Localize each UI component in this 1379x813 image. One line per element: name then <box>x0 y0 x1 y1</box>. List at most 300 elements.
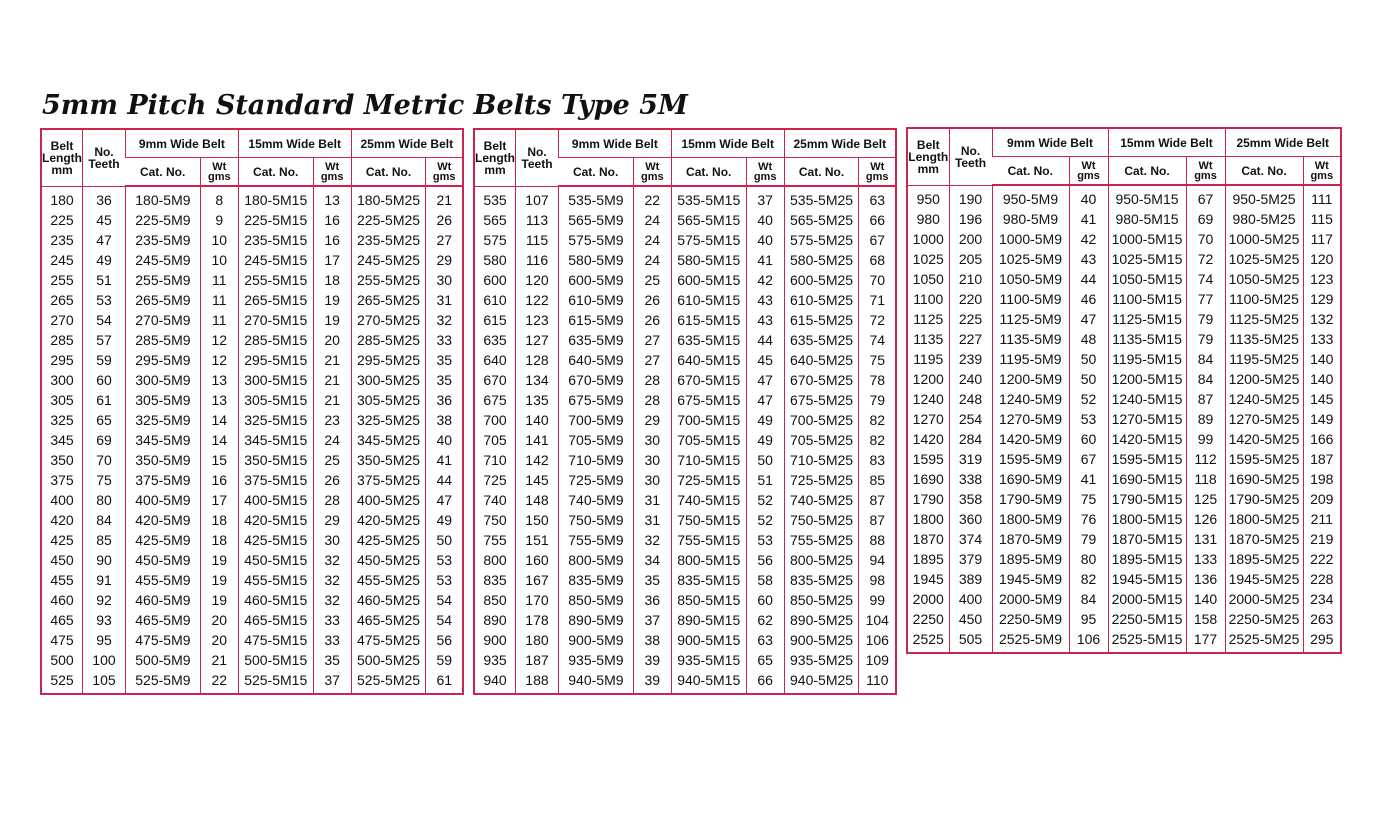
table-cell: 53 <box>426 550 463 570</box>
table-cell: 87 <box>859 510 896 530</box>
table-cell: 850 <box>483 592 507 608</box>
header-group: 15mm Wide Belt <box>1108 128 1225 157</box>
belt-table-3 <box>906 127 1342 654</box>
table-cell: 525 <box>50 672 74 688</box>
table-cell: 12 <box>200 330 238 350</box>
header-line: Wt <box>1081 159 1096 172</box>
table-cell: 180-5M15 <box>238 186 313 210</box>
table-cell: 13 <box>200 390 238 410</box>
table-cell: 1595-5M15 <box>1108 449 1186 469</box>
table-row <box>474 570 896 590</box>
header-wt <box>1186 157 1225 186</box>
header-cat-no: Cat. No. <box>238 158 313 187</box>
table-cell: 67 <box>1186 185 1225 209</box>
header-wt-label <box>754 162 777 182</box>
table-row <box>907 309 1341 329</box>
header-line: Belt <box>916 137 940 152</box>
table-cell: 30 <box>313 530 351 550</box>
table-cell: 29 <box>313 510 351 530</box>
table-cell: 25 <box>313 450 351 470</box>
table-cell: 99 <box>1186 429 1225 449</box>
table-cell: 91 <box>83 570 126 590</box>
table-cell: 65 <box>746 650 784 670</box>
table-cell: 1420-5M25 <box>1225 429 1303 449</box>
table-row <box>907 289 1341 309</box>
table-cell: 60 <box>83 370 126 390</box>
table-cell: 24 <box>633 230 671 250</box>
table-cell: 135 <box>516 390 559 410</box>
table-cell: 140 <box>1186 589 1225 609</box>
table-cell: 245-5M15 <box>238 250 313 270</box>
table-cell: 11 <box>200 310 238 330</box>
table-cell: 16 <box>313 230 351 250</box>
table-cell: 22 <box>200 670 238 694</box>
table-cell: 265-5M9 <box>125 290 200 310</box>
table-cell: 245-5M9 <box>125 250 200 270</box>
table-row <box>474 186 896 210</box>
table-cell: 235 <box>50 232 74 248</box>
table-cell: 740 <box>483 492 507 508</box>
table-cell: 35 <box>426 370 463 390</box>
table-cell: 69 <box>83 430 126 450</box>
table-cell: 300-5M9 <box>125 370 200 390</box>
table-cell: 1025 <box>912 251 944 267</box>
table-cell: 248 <box>949 389 992 409</box>
table-cell: 104 <box>859 610 896 630</box>
table-cell: 1135-5M9 <box>992 329 1069 349</box>
table-cell: 835-5M25 <box>784 570 859 590</box>
table-cell: 254 <box>949 409 992 429</box>
header-no-teeth <box>83 129 126 186</box>
table-row <box>41 610 463 630</box>
table-cell: 450-5M15 <box>238 550 313 570</box>
table-cell: 227 <box>949 329 992 349</box>
table-cell: 32 <box>313 570 351 590</box>
table-cell: 635-5M15 <box>671 330 746 350</box>
table-cell: 17 <box>313 250 351 270</box>
table-cell: 500-5M9 <box>125 650 200 670</box>
table-cell: 640-5M25 <box>784 350 859 370</box>
table-cell: 41 <box>1069 469 1108 489</box>
table-cell: 400-5M15 <box>238 490 313 510</box>
table-row <box>41 530 463 550</box>
header-cat-no: Cat. No. <box>558 158 633 187</box>
table-cell: 710-5M15 <box>671 450 746 470</box>
table-cell: 84 <box>1069 589 1108 609</box>
table-cell: 375-5M15 <box>238 470 313 490</box>
table-cell: 740-5M25 <box>784 490 859 510</box>
header-wt-label <box>1194 161 1217 181</box>
table-row <box>41 510 463 530</box>
table-cell: 89 <box>1186 409 1225 429</box>
table-cell: 228 <box>1303 569 1341 589</box>
table-cell: 123 <box>516 310 559 330</box>
table-cell: 345 <box>50 432 74 448</box>
table-cell: 890-5M25 <box>784 610 859 630</box>
table-row <box>41 186 463 210</box>
table-cell: 475 <box>50 632 74 648</box>
table-cell: 8 <box>200 186 238 210</box>
table-cell: 1790-5M9 <box>992 489 1069 509</box>
table-cell: 225-5M15 <box>238 210 313 230</box>
table-cell: 295 <box>50 352 74 368</box>
table-cell: 30 <box>633 470 671 490</box>
table-cell: 32 <box>426 310 463 330</box>
header-wt <box>313 158 351 187</box>
table-row <box>907 329 1341 349</box>
table-row <box>474 250 896 270</box>
header-wt-label <box>866 162 889 182</box>
table-cell: 1195-5M25 <box>1225 349 1303 369</box>
table-cell: 565-5M15 <box>671 210 746 230</box>
table-cell: 1870-5M15 <box>1108 529 1186 549</box>
table-cell: 465-5M25 <box>351 610 426 630</box>
table-cell: 90 <box>83 550 126 570</box>
table-cell: 106 <box>1069 629 1108 653</box>
table-cell: 1690-5M15 <box>1108 469 1186 489</box>
table-cell: 710-5M25 <box>784 450 859 470</box>
table-row <box>907 349 1341 369</box>
table-cell: 19 <box>200 550 238 570</box>
table-cell: 32 <box>313 590 351 610</box>
table-cell: 940-5M9 <box>558 670 633 694</box>
table-cell: 27 <box>633 350 671 370</box>
table-row <box>41 270 463 290</box>
table-cell: 93 <box>83 610 126 630</box>
table-cell: 2250-5M15 <box>1108 609 1186 629</box>
header-line: Wt <box>645 160 660 173</box>
table-cell: 178 <box>516 610 559 630</box>
table-cell: 800-5M9 <box>558 550 633 570</box>
table-cell: 565-5M9 <box>558 210 633 230</box>
header-group: 9mm Wide Belt <box>125 129 238 158</box>
table-cell: 50 <box>1069 349 1108 369</box>
table-cell: 107 <box>516 186 559 210</box>
header-cat-no: Cat. No. <box>1108 157 1186 186</box>
table-cell: 580 <box>483 252 507 268</box>
table-cell: 57 <box>83 330 126 350</box>
table-cell: 211 <box>1303 509 1341 529</box>
table-cell: 285-5M15 <box>238 330 313 350</box>
table-cell: 350-5M15 <box>238 450 313 470</box>
table-cell: 47 <box>426 490 463 510</box>
table-cell: 21 <box>426 186 463 210</box>
table-cell: 1420-5M9 <box>992 429 1069 449</box>
table-cell: 40 <box>426 430 463 450</box>
table-cell: 10 <box>200 230 238 250</box>
table-row <box>41 590 463 610</box>
table-cell: 225 <box>949 309 992 329</box>
table-row <box>907 269 1341 289</box>
table-cell: 535-5M15 <box>671 186 746 210</box>
table-cell: 1595 <box>912 451 944 467</box>
table-cell: 1790-5M15 <box>1108 489 1186 509</box>
table-cell: 270-5M9 <box>125 310 200 330</box>
table-cell: 67 <box>1069 449 1108 469</box>
table-cell: 940-5M25 <box>784 670 859 694</box>
header-line: gms <box>640 170 664 183</box>
table-cell: 295-5M25 <box>351 350 426 370</box>
table-row <box>907 489 1341 509</box>
table-cell: 319 <box>949 449 992 469</box>
table-cell: 53 <box>746 530 784 550</box>
table-cell: 82 <box>1069 569 1108 589</box>
table-cell: 38 <box>426 410 463 430</box>
table-cell: 800-5M25 <box>784 550 859 570</box>
header-wt <box>746 158 784 187</box>
table-cell: 1195-5M9 <box>992 349 1069 369</box>
table-cell: 75 <box>859 350 896 370</box>
table-cell: 180-5M25 <box>351 186 426 210</box>
table-cell: 53 <box>1069 409 1108 429</box>
table-cell: 78 <box>859 370 896 390</box>
table-cell: 1420-5M15 <box>1108 429 1186 449</box>
header-line: mm <box>484 162 506 177</box>
table-cell: 325-5M25 <box>351 410 426 430</box>
table-cell: 300-5M15 <box>238 370 313 390</box>
table-cell: 47 <box>746 370 784 390</box>
table-cell: 222 <box>1303 549 1341 569</box>
table-cell: 106 <box>859 630 896 650</box>
header-line: Wt <box>1314 159 1329 172</box>
table-cell: 25 <box>633 270 671 290</box>
header-group: 15mm Wide Belt <box>238 129 351 158</box>
table-cell: 935-5M25 <box>784 650 859 670</box>
table-cell: 1870 <box>912 531 944 547</box>
table-cell: 265-5M15 <box>238 290 313 310</box>
table-cell: 42 <box>746 270 784 290</box>
table-cell: 196 <box>949 209 992 229</box>
table-cell: 71 <box>859 290 896 310</box>
table-cell: 17 <box>200 490 238 510</box>
table-cell: 450-5M25 <box>351 550 426 570</box>
table-cell: 1125-5M15 <box>1108 309 1186 329</box>
table-cell: 305-5M9 <box>125 390 200 410</box>
table-cell: 39 <box>633 670 671 694</box>
table-cell: 51 <box>746 470 784 490</box>
table-cell: 27 <box>633 330 671 350</box>
table-cell: 54 <box>426 590 463 610</box>
table-cell: 74 <box>1186 269 1225 289</box>
table-row <box>474 650 896 670</box>
table-cell: 1690-5M9 <box>992 469 1069 489</box>
header-group: 25mm Wide Belt <box>1225 128 1341 157</box>
table-cell: 18 <box>313 270 351 290</box>
table-cell: 9 <box>200 210 238 230</box>
table-row <box>41 430 463 450</box>
table-cell: 465 <box>50 612 74 628</box>
table-cell: 20 <box>313 330 351 350</box>
table-cell: 835-5M15 <box>671 570 746 590</box>
table-cell: 133 <box>1303 329 1341 349</box>
table-cell: 710 <box>483 452 507 468</box>
header-wt <box>200 158 238 187</box>
table-cell: 177 <box>1186 629 1225 653</box>
header-wt <box>633 158 671 187</box>
table-cell: 400 <box>50 492 74 508</box>
table-cell: 600 <box>483 272 507 288</box>
table-cell: 188 <box>516 670 559 694</box>
table-cell: 140 <box>1303 349 1341 369</box>
table-row <box>41 230 463 250</box>
table-row <box>41 450 463 470</box>
table-cell: 640-5M9 <box>558 350 633 370</box>
table-cell: 295 <box>1303 629 1341 653</box>
table-cell: 60 <box>746 590 784 610</box>
table-cell: 700 <box>483 412 507 428</box>
table-cell: 2250-5M9 <box>992 609 1069 629</box>
header-line: Teeth <box>954 155 987 170</box>
table-row <box>474 430 896 450</box>
table-cell: 33 <box>426 330 463 350</box>
table-cell: 460 <box>50 592 74 608</box>
table-cell: 1000 <box>912 231 944 247</box>
table-cell: 725-5M15 <box>671 470 746 490</box>
table-cell: 1945 <box>912 571 944 587</box>
table-cell: 525-5M15 <box>238 670 313 694</box>
table-row <box>474 470 896 490</box>
table-cell: 1100-5M15 <box>1108 289 1186 309</box>
table-cell: 1200-5M25 <box>1225 369 1303 389</box>
table-cell: 44 <box>746 330 784 350</box>
table-cell: 36 <box>426 390 463 410</box>
table-cell: 640 <box>483 352 507 368</box>
header-line: Teeth <box>521 156 553 171</box>
table-cell: 66 <box>746 670 784 694</box>
table-cell: 900-5M15 <box>671 630 746 650</box>
table-cell: 69 <box>1186 209 1225 229</box>
table-cell: 635-5M25 <box>784 330 859 350</box>
table-cell: 1895-5M15 <box>1108 549 1186 569</box>
table-cell: 360 <box>949 509 992 529</box>
header-wt-label <box>641 162 664 182</box>
table-cell: 285 <box>50 332 74 348</box>
table-cell: 670-5M15 <box>671 370 746 390</box>
table-cell: 79 <box>1186 329 1225 349</box>
header-group: 9mm Wide Belt <box>992 128 1108 157</box>
table-row <box>907 369 1341 389</box>
table-row <box>907 449 1341 469</box>
table-cell: 1125-5M9 <box>992 309 1069 329</box>
table-cell: 115 <box>516 230 559 250</box>
table-cell: 295-5M15 <box>238 350 313 370</box>
header-line: Length <box>475 150 515 165</box>
table-cell: 180 <box>50 191 74 208</box>
table-cell: 725 <box>483 472 507 488</box>
table-row <box>474 610 896 630</box>
table-row <box>474 370 896 390</box>
table-cell: 1895-5M25 <box>1225 549 1303 569</box>
table-cell: 46 <box>1069 289 1108 309</box>
table-row <box>474 410 896 430</box>
table-row <box>41 650 463 670</box>
table-cell: 800-5M15 <box>671 550 746 570</box>
table-row <box>474 310 896 330</box>
table-cell: 79 <box>1069 529 1108 549</box>
table-cell: 54 <box>83 310 126 330</box>
table-cell: 15 <box>200 450 238 470</box>
table-cell: 45 <box>83 210 126 230</box>
table-cell: 535 <box>483 191 507 208</box>
table-cell: 1025-5M25 <box>1225 249 1303 269</box>
table-cell: 1000-5M15 <box>1108 229 1186 249</box>
table-cell: 28 <box>313 490 351 510</box>
table-row <box>474 350 896 370</box>
table-cell: 180 <box>516 630 559 650</box>
table-cell: 36 <box>83 186 126 210</box>
table-cell: 30 <box>426 270 463 290</box>
table-cell: 40 <box>746 210 784 230</box>
table-cell: 52 <box>1069 389 1108 409</box>
table-cell: 600-5M25 <box>784 270 859 290</box>
table-cell: 285-5M25 <box>351 330 426 350</box>
table-cell: 2000-5M15 <box>1108 589 1186 609</box>
table-cell: 200 <box>949 229 992 249</box>
table-cell: 2250 <box>912 611 944 627</box>
table-cell: 350-5M25 <box>351 450 426 470</box>
table-cell: 700-5M9 <box>558 410 633 430</box>
table-cell: 379 <box>949 549 992 569</box>
table-cell: 950-5M15 <box>1108 185 1186 209</box>
table-cell: 375-5M9 <box>125 470 200 490</box>
table-cell: 535-5M9 <box>558 186 633 210</box>
table-cell: 40 <box>746 230 784 250</box>
header-wt-label <box>433 162 456 182</box>
table-row <box>474 450 896 470</box>
header-wt <box>859 158 896 187</box>
header-line: mm <box>917 161 939 176</box>
header-cat-no: Cat. No. <box>351 158 426 187</box>
table-cell: 125 <box>1186 489 1225 509</box>
table-row <box>41 630 463 650</box>
table-cell: 1790-5M25 <box>1225 489 1303 509</box>
header-line: Belt <box>50 138 74 153</box>
table-cell: 31 <box>633 490 671 510</box>
table-cell: 47 <box>1069 309 1108 329</box>
table-cell: 270 <box>50 312 74 328</box>
table-cell: 1240-5M9 <box>992 389 1069 409</box>
table-cell: 980-5M25 <box>1225 209 1303 229</box>
table-cell: 670 <box>483 372 507 388</box>
table-cell: 70 <box>859 270 896 290</box>
table-row <box>907 629 1341 653</box>
table-cell: 53 <box>426 570 463 590</box>
table-cell: 345-5M9 <box>125 430 200 450</box>
table-row <box>474 590 896 610</box>
table-cell: 670-5M9 <box>558 370 633 390</box>
table-cell: 111 <box>1303 185 1341 209</box>
table-cell: 1420 <box>912 431 944 447</box>
table-cell: 1800-5M15 <box>1108 509 1186 529</box>
table-cell: 400-5M25 <box>351 490 426 510</box>
table-cell: 389 <box>949 569 992 589</box>
table-cell: 1050-5M9 <box>992 269 1069 289</box>
table-cell: 255-5M25 <box>351 270 426 290</box>
table-cell: 1200-5M15 <box>1108 369 1186 389</box>
table-cell: 29 <box>633 410 671 430</box>
table-cell: 77 <box>1186 289 1225 309</box>
header-cat-no: Cat. No. <box>125 158 200 187</box>
table-cell: 600-5M9 <box>558 270 633 290</box>
table-cell: 725-5M9 <box>558 470 633 490</box>
table-cell: 1595-5M9 <box>992 449 1069 469</box>
table-cell: 16 <box>313 210 351 230</box>
table-cell: 59 <box>83 350 126 370</box>
header-wt-label <box>321 162 344 182</box>
table-cell: 400-5M9 <box>125 490 200 510</box>
header-wt <box>426 158 463 187</box>
table-cell: 80 <box>83 490 126 510</box>
